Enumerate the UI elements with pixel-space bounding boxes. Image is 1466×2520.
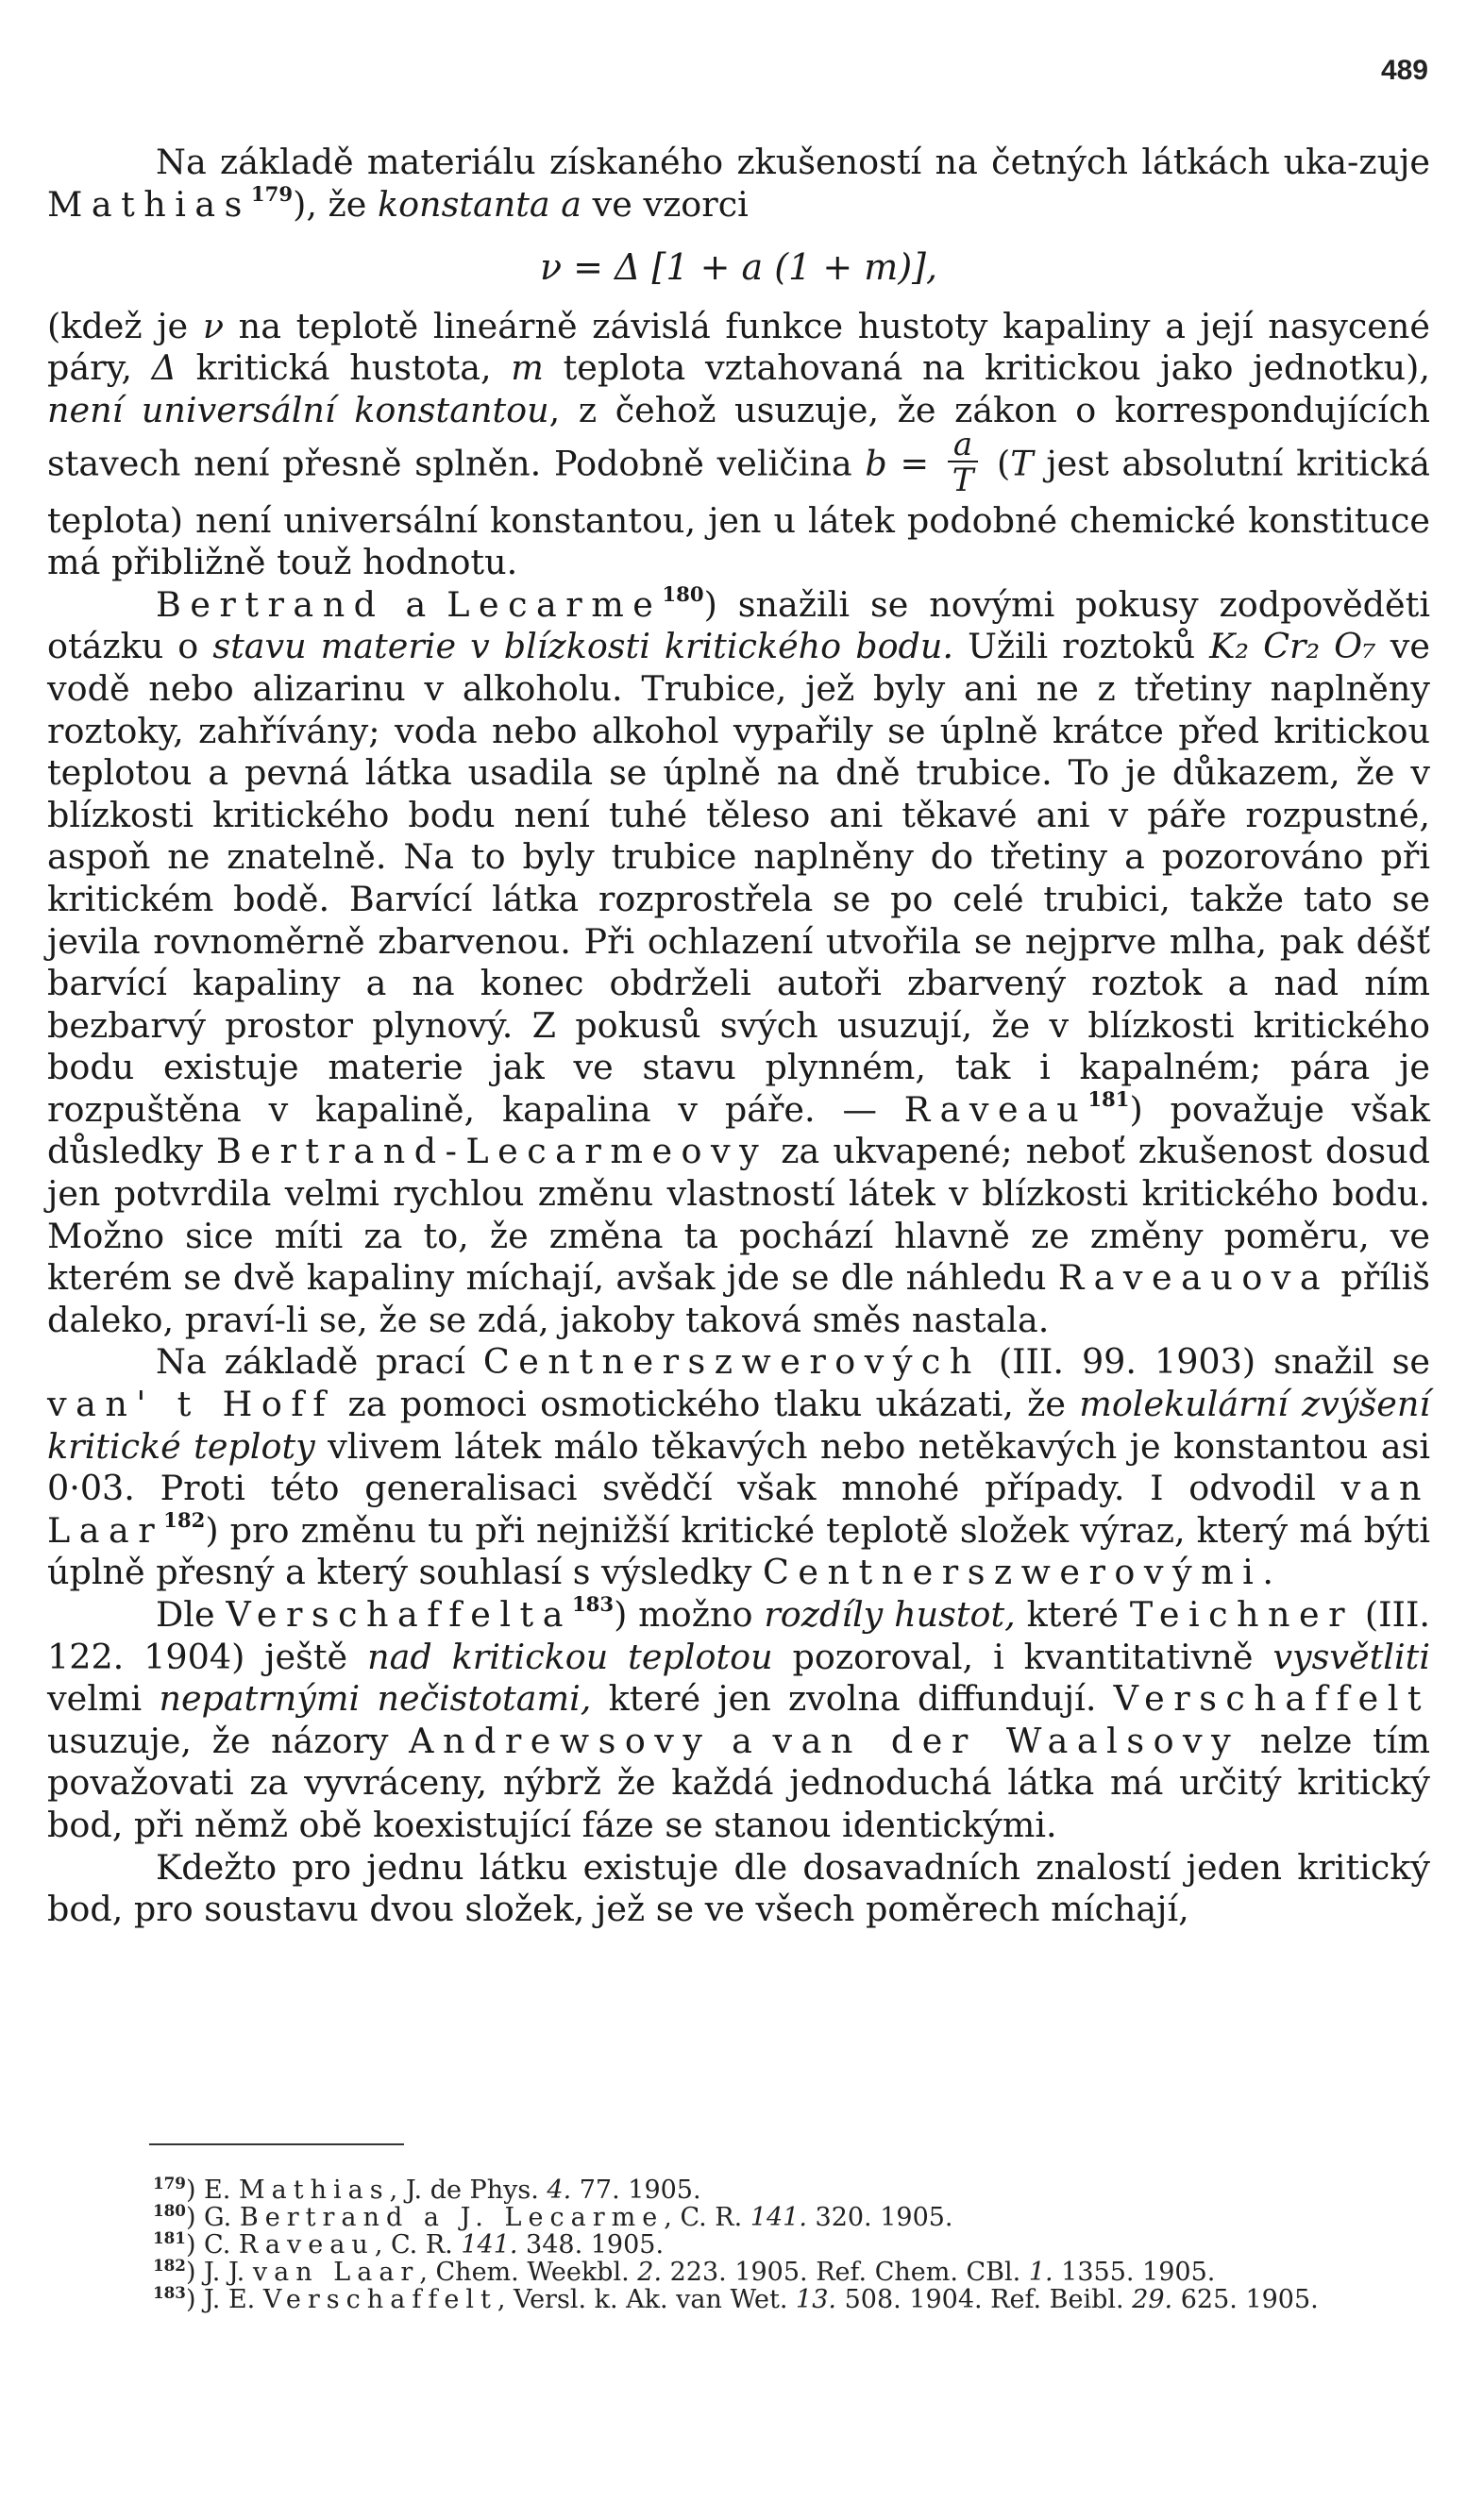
emphasis: stavu materie v blízkosti kritického bodu. (212, 626, 954, 667)
emphasis: konstanta a (377, 183, 582, 225)
emphasis: není universální konstantou (47, 389, 549, 430)
formula: ν = Δ [1 + a (1 + m)], (539, 246, 938, 289)
paragraph-6: Kdežto pro jednu látku existuje dle dosavadních znalostí jeden kritický bod, pro soustavu dvou složek, jež se ve všech poměrech míchají, (47, 1846, 1430, 1930)
footnote-ref: 182 (163, 1507, 206, 1532)
chemical-formula: K₂ Cr₂ O₇ (1209, 626, 1376, 667)
fraction (948, 425, 978, 499)
footnote: $^{180}$) G. Bertrand a J. Lecarme, C. R. 141. 320. 1905. (153, 2200, 953, 2232)
author-name: Centnerszwerových (482, 1341, 981, 1383)
emphasis: nad kritickou teplotou (367, 1636, 773, 1677)
author-name: Bertrand (156, 583, 385, 625)
footnote-ref: 183 (571, 1592, 615, 1617)
footnotes (153, 2173, 1432, 2314)
author-name: Verschaffelta (226, 1594, 572, 1635)
author-name: van Laar (47, 1468, 1430, 1551)
footnote: $^{181}$) C. Raveau, C. R. 141. 348. 1905. (153, 2227, 665, 2260)
footnote: $^{183}$) J. E. Verschaffelt, Versl. k. Ak. van Wet. 13. 508. 1904. Ref. Beibl. 29. 625. 1905. (153, 2282, 1319, 2314)
author-name: Raveauova (1057, 1257, 1330, 1299)
author-name: Verschaffelt (1113, 1678, 1431, 1720)
main-text (47, 142, 1430, 1931)
author-name: Lecarme (447, 583, 663, 625)
footnote-ref: 181 (1087, 1087, 1130, 1111)
fraction-numerator: a (948, 428, 978, 462)
author-name: Bertrand-Lecarmeovy (216, 1131, 768, 1172)
author-name: van' t Hoff (47, 1384, 335, 1425)
author-name: Raveau (903, 1088, 1088, 1130)
emphasis: vysvětliti (1272, 1636, 1430, 1677)
author-name: Andrewsovy (409, 1720, 712, 1761)
paragraph-1: Na základě materiálu získaného zkušeností na četných látkách uka-zuje Mathias$^{179}$), že konstanta a ve vzorci (47, 142, 1430, 225)
author-name: van der Waalsovy (772, 1720, 1240, 1761)
fraction-denominator: T (952, 461, 974, 499)
paragraph-2: (kdež je ν na teplotě lineárně závislá funkce hustoty kapaliny a její nasycené páry, Δ kritická hustota, m teplota vztahovaná na kritickou jako jednotku), není universální konstantou, z čehož usuzuje, že zákon o korrespondujících stavech není přesně splněn. Podobně veličina b = $\frac{a}{T}$ (T jest absolutní kritická teplota) není universální konstantou, jen u látek podobné chemické konstituce má přibližně touž hodnotu. (47, 305, 1431, 583)
footnote-ref: 180 (662, 581, 704, 606)
footnote: $^{179}$) E. Mathias, J. de Phys. 4. 77. 1905. (153, 2173, 701, 2205)
author-name: Teichner (1129, 1594, 1355, 1635)
emphasis: rozdíly hustot, (764, 1594, 1016, 1635)
footnote: $^{182}$) J. J. van Laar, Chem. Weekbl. 2. 223. 1905. Ref. Chem. CBl. 1. 1355. 1905. (153, 2255, 1216, 2287)
paragraph-3: Bertrand a Lecarme$^{180}$) snažili se novými pokusy zodpověděti otázku o stavu materie v blízkosti kritického bodu. Užili roztoků K₂ Cr₂ O₇ ve vodě nebo alizarinu v alkoholu. Trubice, jež byly ani ne z třetiny naplněny roztoky, zahřívány; voda nebo alkohol vypařily se úplně krátce před kritickou teplotou a pevná látka usadila se úplně na dně trubice. To je důkazem, že v blízkosti kritického bodu není tuhé těleso ani těkavé ani v páře rozpustné, aspoň ne znatelně. Na to byly trubice naplněny do třetiny a pozorováno při kritickém bodě. Barvící látka rozprostřela se po celé trubici, takže tato se jevila rovnoměrně zbarvenou. Při ochlazení utvořila se nejprve mlha, pak déšť barvící kapaliny a na konec obdrželi autoři zbarvený roztok a nad ním bezbarvý prostor plynový. Z pokusů svých usuzují, že v blízkosti kritického bodu existuje materie jak ve stavu plynném, tak i kapalném; pára je rozpuštěna v kapalině, kapalina v páře. — Raveau$^{181}$) považuje však důsledky Bertrand-Lecarmeovy za ukvapené; neboť zkušenost dosud jen potvrdila velmi rychlou změnu vlastností látek v blízkosti kritického bodu. Možno sice míti za to, že změna ta pochází hlavně ze změny poměru, ve kterém se dvě kapaliny míchají, avšak jde se dle náhledu Raveauova příliš daleko, praví-li se, že se zdá, jakoby taková směs nastala. (47, 581, 1430, 1340)
emphasis: molekulární zvýšení kritické teploty (47, 1384, 1430, 1467)
footnote-divider (149, 2143, 404, 2145)
author-name: Centnerszwerovými (763, 1552, 1263, 1593)
page-number: 489 (1380, 55, 1428, 86)
author-name: Mathias (47, 183, 251, 225)
emphasis: nepatrnými nečistotami, (159, 1678, 592, 1720)
footnote-ref: 179 (250, 181, 294, 206)
paragraph-5: Dle Verschaffelta$^{183}$) možno rozdíly hustot, které Teichner (III. 122. 1904) ještě nad kritickou teplotou pozoroval, i kvantitativně vysvětliti velmi nepatrnými nečistotami, které jen zvolna diffundují. Verschaffelt usuzuje, že názory Andrewsovy a van der Waalsovy nelze tím považovati za vyvráceny, nýbrž že každá jednoduchá látka má určitý kritický bod, při němž obě koexistující fáze se stanou identickými. (47, 1592, 1431, 1845)
paragraph-4: Na základě prací Centnerszwerových (III. 99. 1903) snažil se van' t Hoff za pomoci osmotického tlaku ukázati, že molekulární zvýšení kritické teploty vlivem látek málo těkavých nebo netěkavých je konstantou asi 0·03. Proti této generalisaci svědčí však mnohé případy. I odvodil van Laar$^{182}$) pro změnu tu při nejnižší kritické teplotě složek výraz, který má býti úplně přesný a který souhlasí s výsledky Centnerszwerovými. (47, 1341, 1430, 1593)
